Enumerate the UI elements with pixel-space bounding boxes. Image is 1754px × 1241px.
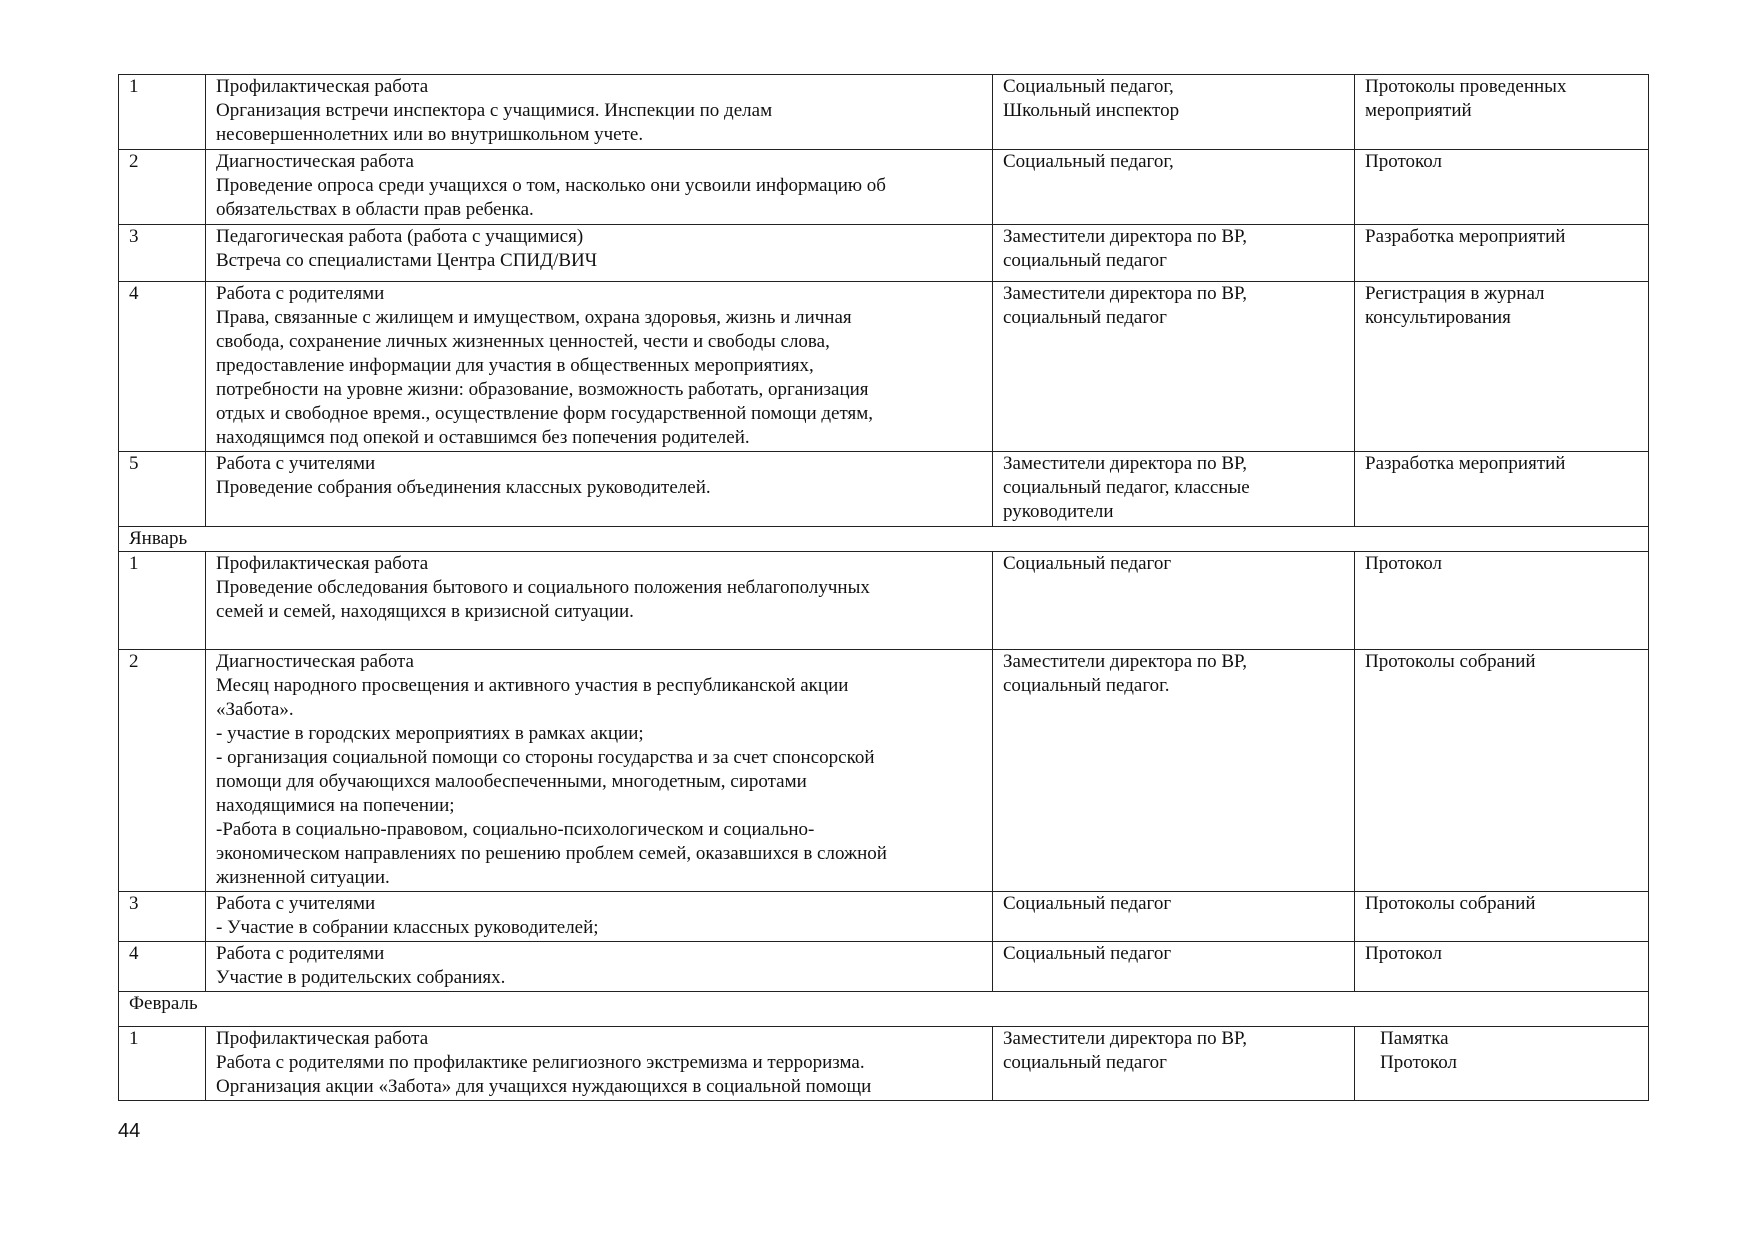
activity-title: Диагностическая работа — [216, 651, 414, 672]
table-row — [119, 225, 1649, 282]
month-label: Февраль — [119, 992, 1649, 1027]
row-number: 3 — [119, 225, 206, 282]
document-text: Памятка Протокол — [1380, 1028, 1458, 1073]
responsible-text: Заместители директора по ВР, социальный педагог — [1003, 226, 1247, 271]
responsible-text: Заместители директора по ВР, социальный педагог — [1003, 283, 1247, 328]
activity-title: Работа с учителями — [216, 453, 376, 474]
document-text: Протоколы проведенных мероприятий — [1365, 76, 1567, 121]
activity-cell — [206, 225, 993, 282]
responsible-cell — [993, 452, 1355, 527]
responsible-text: Социальный педагог — [1003, 893, 1172, 914]
activity-text: Участие в родительских собраниях. — [216, 967, 506, 988]
responsible-cell — [993, 282, 1355, 452]
responsible-cell — [993, 942, 1355, 992]
table-row — [119, 150, 1649, 225]
row-number: 2 — [119, 650, 206, 892]
activity-title: Профилактическая работа — [216, 76, 429, 97]
activity-text: - Участие в собрании классных руководителей; — [216, 917, 599, 938]
document-cell — [1355, 650, 1649, 892]
table-row — [119, 942, 1649, 992]
responsible-cell — [993, 892, 1355, 942]
document-cell — [1355, 225, 1649, 282]
document-text: Регистрация в журнал консультирования — [1365, 283, 1545, 328]
activity-title: Профилактическая работа — [216, 553, 429, 574]
month-row-january — [119, 527, 1649, 552]
activity-title: Работа с родителями — [216, 943, 385, 964]
document-cell — [1355, 282, 1649, 452]
document-text: Разработка мероприятий — [1365, 453, 1566, 474]
responsible-cell — [993, 650, 1355, 892]
activity-title: Профилактическая работа — [216, 1028, 429, 1049]
row-number: 2 — [119, 150, 206, 225]
responsible-text: Социальный педагог, — [1003, 151, 1174, 172]
activity-text: Проведение обследования бытового и социального положения неблагополучных семей и семей, находящихся в кризисной ситуации. — [216, 577, 870, 622]
document-cell — [1355, 942, 1649, 992]
responsible-text: Заместители директора по ВР, социальный педагог — [1003, 1028, 1247, 1073]
activity-cell — [206, 650, 993, 892]
work-plan-table — [118, 74, 1649, 1101]
responsible-cell — [993, 552, 1355, 650]
responsible-text: Заместители директора по ВР, социальный педагог. — [1003, 651, 1247, 696]
activity-cell — [206, 942, 993, 992]
responsible-text: Социальный педагог, Школьный инспектор — [1003, 76, 1180, 121]
table-row — [119, 650, 1649, 892]
table-row — [119, 452, 1649, 527]
document-text: Протоколы собраний — [1365, 651, 1536, 672]
activity-cell — [206, 1027, 993, 1101]
activity-text: Встреча со специалистами Центра СПИД/ВИЧ — [216, 250, 598, 271]
activity-cell — [206, 552, 993, 650]
activity-title: Работа с родителями — [216, 283, 385, 304]
activity-text: Работа с родителями по профилактике религиозного экстремизма и терроризма. Организация акции «Забота» для учащихся нуждающихся в социальной помощи — [216, 1052, 872, 1097]
document-text: Разработка мероприятий — [1365, 226, 1566, 247]
row-number: 5 — [119, 452, 206, 527]
document-cell — [1355, 552, 1649, 650]
page-number: 44 — [118, 1120, 141, 1142]
row-number: 1 — [119, 75, 206, 150]
activity-cell — [206, 282, 993, 452]
table-row — [119, 75, 1649, 150]
document-page — [118, 74, 1648, 1101]
activity-text: Месяц народного просвещения и активного участия в республиканской акции «Забота». - участие в городских мероприятиях в рамках акции; - организация социальной помощи со стороны государства и за счет спонсорской помощи для обучающихся малообеспеченными, многодетным, сиротами находящимися на попечении; -Работа в социально-правовом, социально-психологическом и социально- экономическом направлениях по решению проблем семей, оказавшихся в сложной жизненной ситуации. — [216, 675, 887, 888]
responsible-cell — [993, 75, 1355, 150]
document-text: Протоколы собраний — [1365, 893, 1536, 914]
activity-cell — [206, 452, 993, 527]
activity-text: Права, связанные с жилищем и имуществом, охрана здоровья, жизнь и личная свобода, сохранение личных жизненных ценностей, чести и свободы слова, предоставление информации для участия в общественных мероприятиях, потребности на уровне жизни: образование, возможность работать, организация отдых и свободное время., осуществление форм государственной помощи детям, находящимся под опекой и оставшимся без попечения родителей. — [216, 307, 874, 448]
row-number: 1 — [119, 552, 206, 650]
table-row — [119, 892, 1649, 942]
responsible-text: Социальный педагог — [1003, 943, 1172, 964]
month-label: Январь — [119, 527, 1649, 552]
responsible-text: Заместители директора по ВР, социальный педагог, классные руководители — [1003, 453, 1250, 522]
row-number: 4 — [119, 942, 206, 992]
document-cell — [1355, 150, 1649, 225]
activity-text: Проведение опроса среди учащихся о том, насколько они усвоили информацию об обязательствах в области прав ребенка. — [216, 175, 886, 220]
activity-cell — [206, 150, 993, 225]
activity-title: Диагностическая работа — [216, 151, 414, 172]
responsible-cell — [993, 1027, 1355, 1101]
activity-title: Работа с учителями — [216, 893, 376, 914]
responsible-text: Социальный педагог — [1003, 553, 1172, 574]
document-text: Протокол — [1365, 553, 1443, 574]
document-cell — [1355, 892, 1649, 942]
table-row — [119, 282, 1649, 452]
document-cell — [1355, 1027, 1649, 1101]
activity-text: Проведение собрания объединения классных руководителей. — [216, 477, 711, 498]
row-number: 3 — [119, 892, 206, 942]
table-row — [119, 1027, 1649, 1101]
responsible-cell — [993, 150, 1355, 225]
activity-title: Педагогическая работа (работа с учащимися) — [216, 226, 584, 247]
activity-cell — [206, 892, 993, 942]
month-row-february — [119, 992, 1649, 1027]
document-text: Протокол — [1365, 151, 1443, 172]
responsible-cell — [993, 225, 1355, 282]
row-number: 1 — [119, 1027, 206, 1101]
activity-text: Организация встречи инспектора с учащимися. Инспекции по делам несовершеннолетних или во внутришкольном учете. — [216, 100, 773, 145]
table-row — [119, 552, 1649, 650]
activity-cell — [206, 75, 993, 150]
document-text: Протокол — [1365, 943, 1443, 964]
row-number: 4 — [119, 282, 206, 452]
document-cell — [1355, 75, 1649, 150]
document-cell — [1355, 452, 1649, 527]
